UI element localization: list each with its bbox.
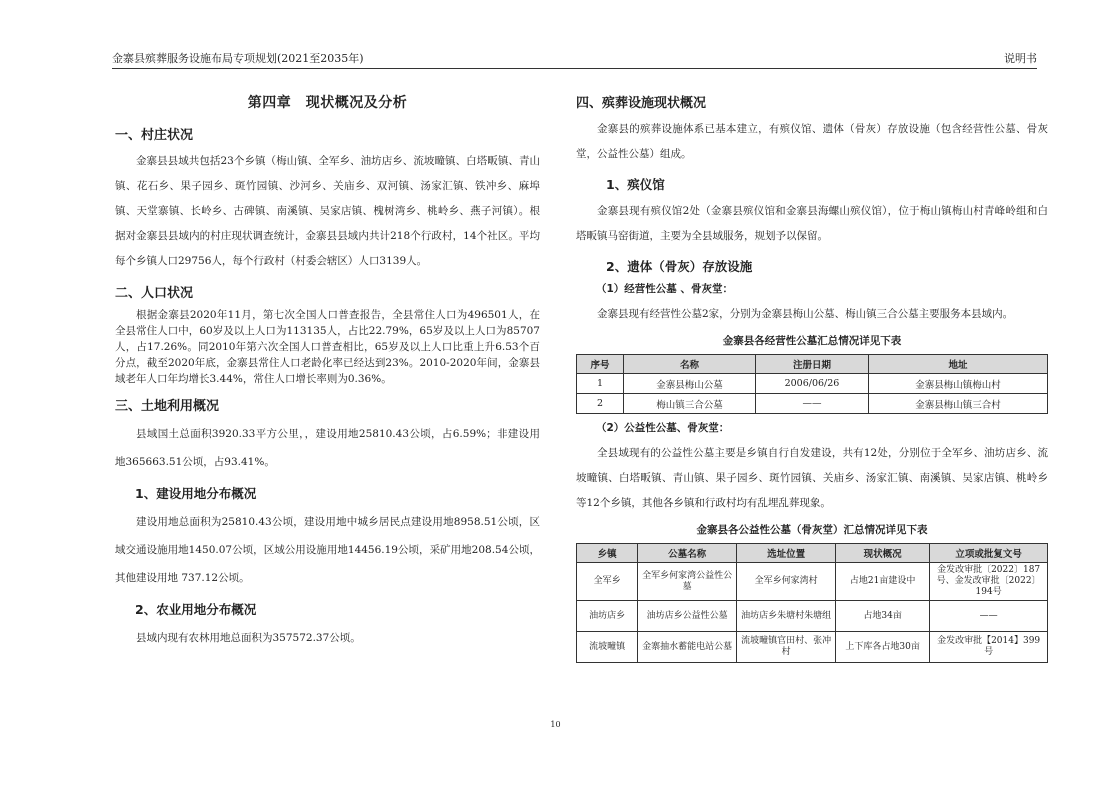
table-cell: 占地34亩	[836, 601, 930, 632]
header-doc-type: 说明书	[1004, 52, 1037, 65]
table-header-cell: 地址	[869, 355, 1048, 374]
page-number: 10	[550, 720, 561, 729]
table-cell: ——	[755, 394, 868, 414]
table-cell: 油坊店乡公益性公墓	[638, 601, 737, 632]
page-header	[112, 50, 1037, 68]
commercial-cemetery-table	[576, 354, 1048, 414]
table-cell: 金寨抽水蓄能电站公墓	[638, 632, 737, 663]
table-row	[577, 563, 1048, 601]
section-paragraph-funeral-facilities: 金寨县的殡葬设施体系已基本建立，有殡仪馆、遗体（骨灰）存放设施（包含经营性公墓、骨灰堂，公益性公墓）组成。	[576, 123, 1048, 160]
subsection-heading-construction-land: 1、建设用地分布概况	[135, 486, 257, 501]
table-cell: 流坡疃镇	[577, 632, 638, 663]
subsection-heading-agricultural-land: 2、农业用地分布概况	[135, 602, 257, 617]
table-cell: ——	[930, 601, 1048, 632]
table-cell: 油坊店乡朱塘村朱塘组	[737, 601, 836, 632]
header-rule	[112, 68, 1037, 69]
table-row	[577, 632, 1048, 663]
table-header-cell: 注册日期	[755, 355, 868, 374]
table-cell: 梅山镇三合公墓	[624, 394, 756, 414]
table-cell: 金寨县梅山镇三合村	[869, 394, 1048, 414]
table-cell: 2006/06/26	[755, 374, 868, 394]
subsection-paragraph-construction-land: 建设用地总面积为25810.43公顷，建设用地中城乡居民点建设用地8958.51公顷，区域交通设施用地1450.07公顷，区域公用设施用地14456.19公顷，采矿用地208.54公顷，其他建设用地 737.12公顷。	[115, 516, 540, 584]
table-header-cell: 选址位置	[737, 544, 836, 563]
public-cemetery-paragraph: 全县域现有的公益性公墓主要是乡镇自行自发建设，共有12处，分别位于全军乡、油坊店乡、流坡疃镇、白塔畈镇、青山镇、果子园乡、斑竹园镇、关庙乡、汤家汇镇、南溪镇、吴家店镇、桃岭乡等12个乡镇，其他各乡镇和行政村均有乱埋乱葬现象。	[576, 447, 1048, 509]
table-header-cell: 立项或批复文号	[930, 544, 1048, 563]
table-cell: 金发改审批〔2022〕187号、金发改审批〔2022〕194号	[930, 563, 1048, 601]
section-paragraph-land-use: 县域国土总面积3920.33平方公里，，建设用地25810.43公顷，占6.59%；非建设用地365663.51公顷，占93.41%。	[115, 428, 540, 468]
table-cell: 油坊店乡	[577, 601, 638, 632]
table-header-cell: 现状概况	[836, 544, 930, 563]
subsection-heading-storage: 2、遗体（骨灰）存放设施	[606, 259, 753, 274]
table-cell: 全军乡何家湾公益性公墓	[638, 563, 737, 601]
table-cell: 全军乡何家湾村	[737, 563, 836, 601]
table2-caption: 金寨县各公益性公墓（骨灰堂）汇总情况详见下表	[696, 524, 928, 536]
table-cell: 1	[577, 374, 624, 394]
table-cell: 金寨县梅山公墓	[624, 374, 756, 394]
table-cell: 金寨县梅山镇梅山村	[869, 374, 1048, 394]
public-cemetery-table	[576, 543, 1048, 663]
table-cell: 全军乡	[577, 563, 638, 601]
table-cell: 金发改审批【2014】399号	[930, 632, 1048, 663]
table-header-cell: 序号	[577, 355, 624, 374]
table-cell: 上下库各占地30亩	[836, 632, 930, 663]
table-row	[577, 374, 1048, 394]
section-heading-population: 二、人口状况	[115, 286, 194, 301]
table-header-row	[577, 544, 1048, 563]
table-header-row	[577, 355, 1048, 374]
subsection-heading-funeral-home: 1、殡仪馆	[606, 177, 665, 192]
chapter-title: 第四章 现状概况及分析	[247, 95, 408, 111]
section-heading-funeral-facilities: 四、殡葬设施现状概况	[576, 96, 707, 111]
section-heading-land-use: 三、土地利用概况	[115, 399, 220, 414]
right-column	[576, 88, 1048, 663]
section-paragraph-population: 根据金寨县2020年11月，第七次全国人口普查报告，全县常住人口为496501人，在全县常住人口中，60岁及以上人口为113135人，占比22.79%，65岁及以上人口为85707人，占17.26%。同2010年第六次全国人口普查相比，65岁及以上人口比重上升6.53个百分点，截至2020年底，金寨县常住人口老龄化率已经达到23%。2010-2020年间，金寨县域老年人口年均增长3.44%，常住人口增长率则为0.36%。	[115, 309, 540, 385]
section-paragraph-village: 金寨县县域共包括23个乡镇（梅山镇、全军乡、油坊店乡、流坡疃镇、白塔畈镇、青山镇、花石乡、果子园乡、斑竹园镇、沙河乡、关庙乡、双河镇、汤家汇镇、铁冲乡、麻埠镇、天堂寨镇、长岭乡、古碑镇、南溪镇、吴家店镇、槐树湾乡、桃岭乡、燕子河镇）。根据对金寨县县域内的村庄现状调查统计，金寨县县域内共计218个行政村，14个社区。平均每个乡镇人口29756人，每个行政村（村委会辖区）人口3139人。	[115, 155, 540, 267]
table1-caption: 金寨县各经营性公墓汇总情况详见下表	[722, 335, 902, 347]
table-header-cell: 乡镇	[577, 544, 638, 563]
table-cell: 流坡疃镇官田村、张冲村	[737, 632, 836, 663]
table-cell: 2	[577, 394, 624, 414]
table-row	[577, 394, 1048, 414]
commercial-cemetery-paragraph: 金寨县现有经营性公墓2家，分别为金寨县梅山公墓、梅山镇三合公墓主要服务本县域内。	[597, 308, 1014, 320]
section-heading-village: 一、村庄状况	[115, 128, 194, 143]
commercial-cemetery-label: （1）经营性公墓 、骨灰堂：	[596, 283, 733, 295]
table-cell: 占地21亩建设中	[836, 563, 930, 601]
public-cemetery-label: （2）公益性公墓、骨灰堂：	[596, 422, 730, 434]
table-row	[577, 601, 1048, 632]
left-column	[115, 88, 540, 656]
table-header-cell: 公墓名称	[638, 544, 737, 563]
subsection-paragraph-agricultural-land: 县域内现有农林用地总面积为357572.37公顷。	[136, 632, 361, 644]
header-title: 金寨县殡葬服务设施布局专项规划(2021至2035年)	[112, 52, 364, 65]
subsection-paragraph-funeral-home: 金寨县现有殡仪馆2处（金寨县殡仪馆和金寨县海螺山殡仪馆），位于梅山镇梅山村青峰岭组和白塔畈镇马窑街道，主要为全县域服务，规划予以保留。	[576, 205, 1048, 242]
table-header-cell: 名称	[624, 355, 756, 374]
